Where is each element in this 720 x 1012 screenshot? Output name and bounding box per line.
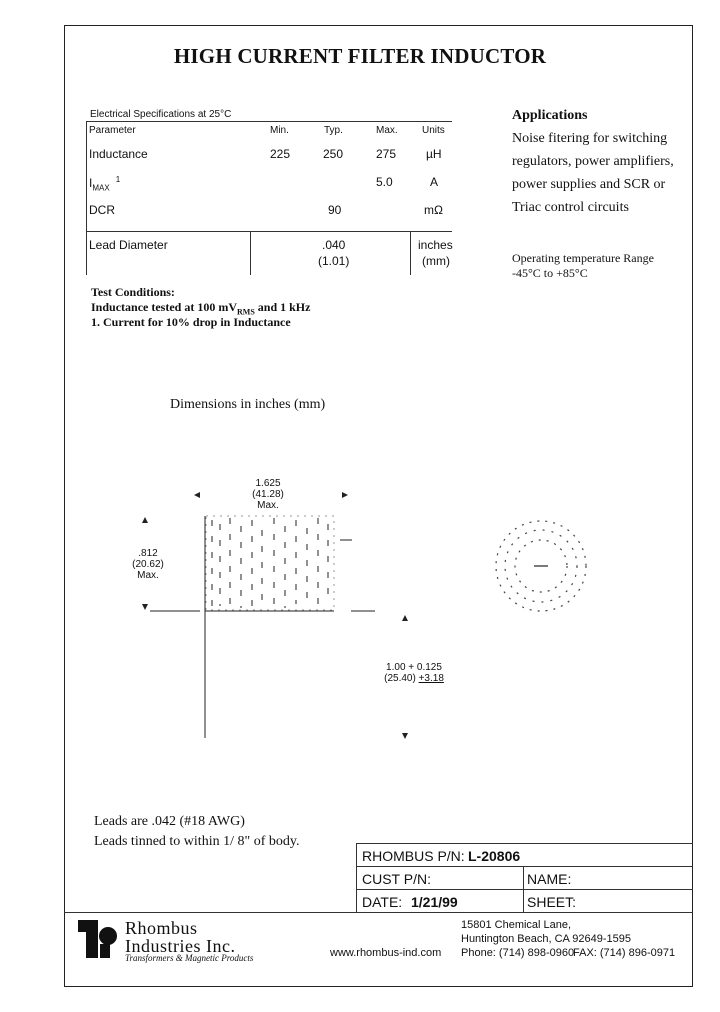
header-parameter: Parameter — [89, 125, 136, 136]
dimensions-title: Dimensions in inches (mm) — [170, 397, 326, 412]
arrow-left-icon — [194, 492, 200, 498]
applications-line: regulators, power amplifiers, — [512, 154, 674, 169]
header-min: Min. — [270, 125, 289, 136]
sheet-label: SHEET: — [527, 894, 577, 910]
arrow-down-icon — [142, 604, 148, 610]
cell-typ-mm: (1.01) — [318, 254, 350, 268]
header-max: Max. — [376, 125, 398, 136]
header-typ: Typ. — [324, 125, 343, 136]
cell-parameter: Inductance — [89, 147, 148, 161]
operating-temp-range: -45°C to +85°C — [512, 266, 588, 280]
cust-pn-label: CUST P/N: — [362, 871, 431, 887]
end-view-circle — [496, 521, 586, 611]
arrow-up-icon — [402, 615, 408, 621]
company-fax: FAX: (714) 896-0971 — [573, 947, 676, 959]
company-address1: 15801 Chemical Lane, — [461, 919, 572, 931]
spec-caption: Electrical Specifications at 25°C — [90, 109, 232, 120]
cell-units: inches — [418, 238, 453, 252]
pn-label: RHOMBUS P/N: — [362, 848, 465, 864]
cell-typ: .040 — [322, 238, 346, 252]
pn-value: L-20806 — [468, 848, 521, 864]
cell-typ: 90 — [328, 203, 342, 217]
test-conditions-title: Test Conditions: — [91, 285, 175, 299]
cell-units: mΩ — [424, 203, 443, 217]
arrow-up-icon — [142, 517, 148, 523]
cell-parameter: Lead Diameter — [89, 238, 168, 252]
arrow-right-icon — [342, 492, 348, 498]
cell-units: µH — [426, 147, 442, 161]
company-tagline: Transformers & Magnetic Products — [125, 953, 254, 963]
lead-length-dimension: 1.00 + 0.125 (25.40) +3.18 — [384, 662, 444, 684]
cell-min: 225 — [270, 147, 291, 161]
rhombus-logo-icon — [78, 920, 122, 960]
company-name-line1: Rhombus — [125, 918, 198, 938]
date-value: 1/21/99 — [411, 894, 458, 910]
applications-line: Noise fitering for switching — [512, 131, 668, 146]
test-conditions-line1: Inductance tested at 100 $mV_{RMS}$ and 1 kHz — [91, 300, 311, 317]
cell-max: 275 — [376, 147, 397, 161]
date-label: DATE: — [362, 894, 403, 910]
leads-note: Leads are .042 (#18 AWG) — [94, 814, 245, 829]
cell-units-mm: (mm) — [422, 254, 450, 268]
operating-temp-label: Operating temperature Range — [512, 251, 654, 265]
company-phone: Phone: (714) 898-0960 — [461, 947, 575, 959]
name-label: NAME: — [527, 871, 572, 887]
cell-parameter: DCR — [89, 203, 115, 217]
cell-parameter: $I_{MAX}^1$ — [89, 175, 121, 193]
company-address2: Huntington Beach, CA 92649-1595 — [461, 933, 632, 945]
header-units: Units — [422, 125, 445, 136]
arrow-down-icon — [402, 733, 408, 739]
company-name-line2: Industries Inc. — [125, 936, 236, 956]
height-dimension: .812 (20.62) Max. — [132, 548, 164, 581]
width-dimension: 1.625 (41.28) Max. — [252, 478, 284, 511]
applications-title: Applications — [512, 108, 588, 123]
cell-typ: 250 — [323, 147, 344, 161]
cell-max: 5.0 — [376, 175, 393, 189]
cell-units: A — [430, 175, 439, 189]
test-conditions-line2: 1. Current for 10% drop in Inductance — [91, 315, 291, 329]
inductor-body — [206, 516, 334, 610]
page-title: HIGH CURRENT FILTER INDUCTOR — [173, 44, 547, 68]
leads-note: Leads tinned to within 1/ 8" of body. — [94, 834, 300, 849]
applications-line: power supplies and SCR or — [512, 177, 666, 192]
company-website[interactable]: www.rhombus-ind.com — [330, 947, 442, 959]
applications-line: Triac control circuits — [512, 200, 629, 215]
